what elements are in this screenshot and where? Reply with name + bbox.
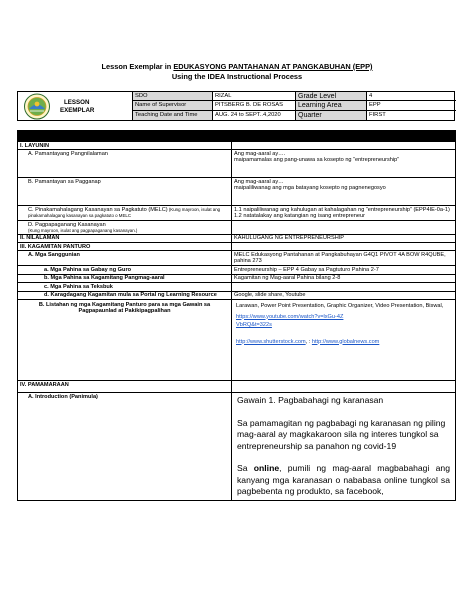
header-label-quarter: Quarter <box>295 111 366 120</box>
value-listahan-kagamitan: Larawan, Power Point Presentation, Graphic Organizer, Video Presentation, Biswal, <box>236 303 444 310</box>
value-karagdagang-kagamitan: Google, slide share, Youtube <box>232 291 456 299</box>
label-introduction: A. Introduction (Panimula) <box>18 393 232 501</box>
header-label-supervisor: Name of Supervisor <box>132 101 212 110</box>
row-nilalaman <box>18 234 456 242</box>
link-shutterstock[interactable]: http://www.shutterstock.com <box>236 338 306 345</box>
row-gabay-guro <box>18 266 456 274</box>
header-label-teaching-date: Teaching Date and Time <box>132 111 212 120</box>
melc-item-1: 1.1 naipaliliwanag ang kahulugan at kahalagahan ng “entrepreneurship” (EPP4IE-0a-1) <box>234 206 450 213</box>
gawain-p2-post: , pumili ng mag-aaral magbabahagi ang kanyang mga karanasan o nababasa online tungkol sa pagbebenta ng produkto, sa facebook, <box>237 463 450 497</box>
section-nilalaman: II. NILALAMAN <box>18 234 232 242</box>
label-kagamitang-pangmag-aaral: b. Mga Pahina sa Kagamitang Pangmag-aaral <box>18 274 232 282</box>
lesson-header <box>17 91 455 121</box>
value-pamantayan-pagganap: Ang mag-aaral ay… maipaliliwanag ang mga batayang kosepto ng pagnenegosyo <box>232 178 456 206</box>
row-teksbuk <box>18 283 456 291</box>
title-subject: EDUKASYONG PANTAHANAN AT PANGKABUHAN (EPP) <box>173 62 373 71</box>
gawain-paragraph-2 <box>237 463 450 498</box>
document-title <box>0 62 474 71</box>
row-karagdagang-kagamitan <box>18 291 456 299</box>
label-teksbuk: c. Mga Pahina sa Teksbuk <box>18 283 232 291</box>
lesson-plan-table <box>17 130 456 501</box>
label-pamantayan-pagganap: B. Pamantayan sa Pagganap <box>28 178 101 185</box>
gawain-p2-pre: Sa <box>237 463 254 474</box>
lesson-word: LESSON <box>64 99 90 106</box>
row-pagpapaganang-kasanayan <box>18 221 456 234</box>
row-layunin <box>18 142 456 150</box>
document-subtitle: Using the IDEA Instructional Process <box>171 72 303 81</box>
value-kagamitang-pangmag-aaral: Kagamitan ng Mag-aaral Pahina bilang 2-8 <box>232 274 456 282</box>
lesson-exemplar-label <box>60 99 94 115</box>
note-pagpapaganang-kasanayan: (Kung mayroon, isulat ang pagpapaganang kasanayan.) <box>28 228 138 234</box>
gawain-p2-online: online <box>253 463 280 474</box>
header-value-learning-area: EPP <box>366 101 456 110</box>
header-label-learning-area: Learning Area <box>295 101 366 110</box>
label-listahan-kagamitan: B. Listahan ng mga Kagamitang Panturo para sa mga Gawain sa Pagpapaunlad at Pakikipagpalihan <box>18 300 232 381</box>
row-kagamitang-pangmag-aaral <box>18 274 456 282</box>
black-header-bar <box>18 131 456 142</box>
link-separator: , : <box>305 338 311 345</box>
section-layunin: I. LAYUNIN <box>18 142 232 150</box>
row-pamantayang-pangnilalaman <box>18 150 456 178</box>
section-kagamitan-panturo: III. KAGAMITAN PANTURO <box>18 243 232 251</box>
title-prefix: Lesson Exemplar in <box>101 62 174 71</box>
header-info-grid <box>132 92 456 120</box>
value-nilalaman: KAHULUGANG NG ENTREPRENEURSHIP <box>232 234 456 242</box>
value-sanggunian: MELC Edukasyong Pantahanan at Pangkabuhayan G4Q1 PIVOT 4A BOW R4QUBE, pahina 273 <box>232 251 456 266</box>
row-pamamaraan <box>18 381 456 393</box>
value-pamantayang-pangnilalaman: Ang mag-aaral ay…. maipamamalas ang pang-unawa sa kosepto ng “entrepreneurship” <box>232 150 456 178</box>
header-value-teaching-date: AUG. 24 to SEPT..4,2020 <box>212 111 295 120</box>
row-listahan-kagamitan <box>18 300 456 381</box>
label-gabay-guro: a. Mga Pahina sa Gabay ng Guro <box>18 266 232 274</box>
row-pamantayan-pagganap <box>18 178 456 206</box>
link-globalnews[interactable]: http://www.globalnews.com <box>311 338 380 345</box>
deped-seal-logo <box>20 93 54 120</box>
header-value-quarter: FIRST <box>366 111 456 120</box>
row-kagamitan-panturo <box>18 243 456 251</box>
label-melc: C. Pinakamahalagang Kasanayan sa Pagkatuto (MELC) <box>28 206 168 213</box>
value-gabay-guro: Entrepreneurship – EPP 4 Gabay sa Pagtuturo Pahina 2-7 <box>232 266 456 274</box>
row-melc <box>18 206 456 221</box>
row-sanggunian <box>18 251 456 266</box>
gawain-paragraph-1: Sa pamamagitan ng pagbabagi ng karanasan ng piling mag-aaral ay magkakaroon sila ng interes tungkol sa entrepreneurship sa panahon ng covid-19 <box>237 417 446 451</box>
section-pamamaraan: IV. PAMAMARAAN <box>18 381 232 393</box>
label-sanggunian: A. Mga Sanggunian <box>18 251 232 266</box>
header-value-sdo: RIZAL <box>212 92 295 101</box>
link-youtube[interactable]: https://www.youtube.com/watch?v=lxGu-4ZVbRQ&t=322s <box>236 313 344 329</box>
label-pagpapaganang-kasanayan: D. Pagpapaganang Kasanayan <box>28 221 106 228</box>
row-introduction <box>18 393 456 501</box>
note-melc: (Kung mayroon, isulat ang pinakamahalagang kasanayan sa pagkatuto o MELC <box>28 206 221 219</box>
exemplar-word: EXEMPLAR <box>60 107 95 114</box>
header-value-grade-level: 4 <box>366 92 456 101</box>
gawain-title: Gawain 1. Pagbabahagi ng karanasan <box>237 395 384 406</box>
resource-links <box>236 338 451 347</box>
label-pamantayang-pangnilalaman: A. Pamantayang Pangnilalaman <box>28 150 108 157</box>
label-karagdagang-kagamitan: d. Karagdagang Kagamitan mula sa Portal ng Learning Resource <box>18 291 232 299</box>
melc-item-2: 1.2 natatalakay ang katangian ng isang entrepreneur <box>234 213 365 220</box>
header-label-sdo: SDO <box>132 92 212 101</box>
header-value-supervisor: PITSBERG B. DE ROSAS <box>212 101 295 110</box>
header-label-grade-level: Grade Level <box>295 92 366 101</box>
